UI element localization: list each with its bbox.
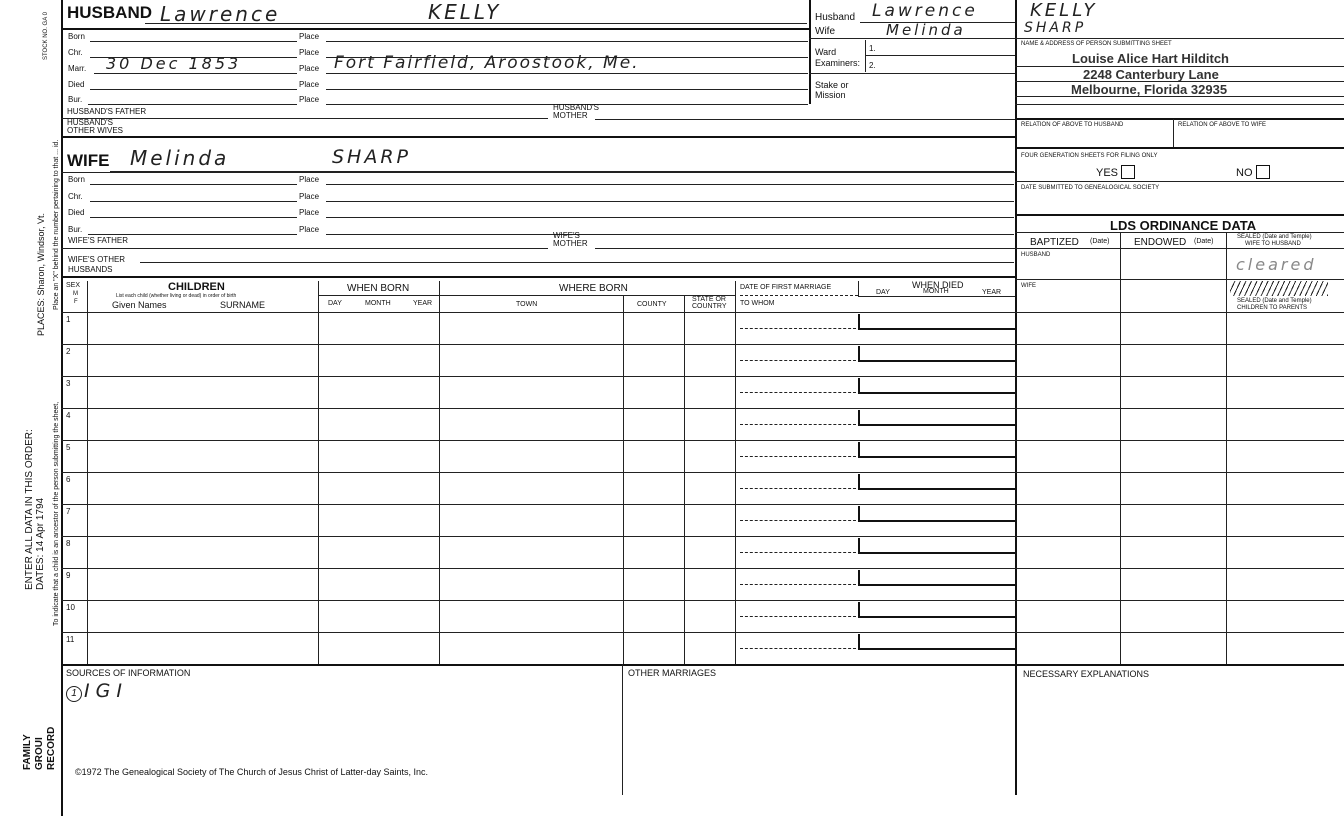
child-when-died-box[interactable] [858, 538, 1017, 554]
wife-bur-label: Bur. [68, 225, 83, 234]
first-marriage-dash [740, 295, 858, 296]
child-marriage-dash [740, 328, 856, 329]
husband-born-label: Born [68, 32, 85, 41]
wife-father-line[interactable] [61, 248, 548, 249]
endowed-label: ENDOWED [1134, 237, 1187, 248]
child-row-line [61, 632, 1344, 633]
child-row-number: 11 [66, 635, 75, 644]
hatched-area [1230, 281, 1328, 296]
husband-mother-line[interactable] [595, 119, 1015, 120]
wife-born-line[interactable] [90, 184, 297, 185]
wife-born-place-label: Place [299, 175, 320, 184]
husband-label: HUSBAND [67, 3, 152, 22]
surname-header: SURNAME [220, 300, 266, 310]
wife-mother-label-1: WIFE'S [553, 231, 580, 240]
child-row-number: 3 [66, 379, 71, 388]
wife-other-2: HUSBANDS [68, 265, 113, 274]
sealed-cp-label-2: CHILDREN TO PARENTS [1237, 305, 1308, 311]
footer-top-rule [61, 664, 1344, 666]
places-instruction: PLACES: Sharon, Windsor, Vt. [36, 212, 46, 336]
born-day-header: DAY [328, 300, 342, 307]
relation-husband-label: RELATION OF ABOVE TO HUSBAND [1021, 122, 1124, 128]
copyright-notice: ©1972 The Genealogical Society of The Church of Jesus Christ of Latter-day Saints, Inc. [75, 767, 428, 777]
examiner-1-line [865, 55, 1015, 56]
child-when-died-box[interactable] [858, 474, 1017, 490]
submitter-name[interactable]: Louise Alice Hart Hilditch [1072, 51, 1229, 66]
wife-chr-label: Chr. [68, 192, 83, 201]
husband-marr-place-label: Place [299, 64, 320, 73]
died-year-header: YEAR [982, 289, 1002, 296]
child-marriage-dash [740, 360, 856, 361]
submitter-line-4 [1015, 104, 1344, 105]
husband-surname[interactable]: KELLY [428, 0, 502, 24]
child-row-line [61, 472, 1344, 473]
state-header-1: STATE OR [692, 296, 726, 303]
baptized-label: BAPTIZED [1030, 237, 1079, 248]
child-row-number: 6 [66, 475, 71, 484]
child-marriage-dash [740, 456, 856, 457]
husband-section-bottom [61, 136, 1015, 138]
child-row-line [61, 440, 1344, 441]
wife-mother-line[interactable] [595, 248, 1015, 249]
lds-title-bottom [1015, 232, 1344, 233]
child-row-number: 1 [66, 315, 71, 324]
when-born-header: WHEN BORN [347, 283, 410, 294]
wife-born-label: Born [68, 175, 85, 184]
child-row-line [61, 376, 1344, 377]
wife-bur-place-line[interactable] [326, 234, 1014, 235]
indicate-instruction: To indicate that a child is an ancestor of the person submitting the sheet, [53, 401, 60, 626]
sources-handwriting[interactable]: IGI [84, 680, 128, 702]
lds-top [1015, 214, 1344, 216]
dates-instruction: DATES: 14 Apr 1794 [35, 497, 46, 590]
husband-father-line[interactable] [61, 118, 548, 119]
submitter-top-line [1015, 38, 1344, 39]
relation-wife-label: RELATION OF ABOVE TO WIFE [1178, 122, 1267, 128]
wife-chr-place-line[interactable] [326, 201, 1014, 202]
wife-bur-line[interactable] [88, 234, 297, 235]
town-header: TOWN [516, 301, 538, 308]
sealed-wh-label-1: SEALED (Date and Temple) [1237, 234, 1312, 240]
husband-father-label: HUSBAND'S FATHER [67, 107, 147, 116]
date-submitted-label: DATE SUBMITTED TO GENEALOGICAL SOCIETY [1021, 185, 1160, 191]
husband-marr-label: Marr. [68, 64, 87, 73]
when-born-sub-line [318, 295, 439, 296]
examiners-bottom [809, 73, 1015, 74]
child-row-line [61, 344, 1344, 345]
lds-title: LDS ORDINANCE DATA [1110, 218, 1257, 233]
child-row-number: 7 [66, 507, 71, 516]
submitter-label: NAME & ADDRESS OF PERSON SUBMITTING SHEET [1021, 41, 1172, 47]
sex-label: SEX [66, 282, 81, 289]
child-marriage-dash [740, 424, 856, 425]
husband-chr-label: Chr. [68, 48, 83, 57]
wife-rule [61, 172, 1015, 173]
child-marriage-dash [740, 616, 856, 617]
sources-label: SOURCES OF INFORMATION [66, 668, 191, 678]
child-row-number: 10 [66, 603, 75, 612]
four-gen-top [1015, 147, 1344, 149]
husband-mother-label-2: MOTHER [553, 111, 588, 120]
examiner-2[interactable]: 2. [869, 61, 876, 70]
child-when-died-box[interactable] [858, 378, 1017, 394]
examiner-1[interactable]: 1. [869, 44, 876, 53]
child-marriage-dash [740, 488, 856, 489]
husband-chr-place-label: Place [299, 48, 320, 57]
child-row-line [61, 536, 1344, 537]
child-row-line [61, 568, 1344, 569]
husband-born-line[interactable] [90, 41, 297, 42]
four-gen-label: FOUR GENERATION SHEETS FOR FILING ONLY [1021, 153, 1158, 159]
right-husband-label: Husband [815, 12, 856, 23]
enter-all-instruction: ENTER ALL DATA IN THIS ORDER: [24, 429, 35, 590]
child-row-number: 9 [66, 571, 71, 580]
child-when-died-box[interactable] [858, 314, 1017, 330]
lds-husband-row-label: HUSBAND [1021, 252, 1051, 258]
child-marriage-dash [740, 392, 856, 393]
right-wife-surname[interactable]: SHARP [1024, 20, 1087, 36]
state-header-2: COUNTRY [692, 303, 727, 310]
child-row-number: 4 [66, 411, 71, 420]
wife-bur-place-label: Place [299, 225, 320, 234]
right-husband-surname[interactable]: KELLY [1030, 0, 1098, 21]
endowed-date-label: (Date) [1194, 238, 1214, 245]
wife-died-place-line[interactable] [326, 217, 1014, 218]
child-when-died-box[interactable] [858, 634, 1017, 650]
husband-mother-label-1: HUSBAND'S [553, 103, 599, 112]
when-died-sub-line [858, 296, 1015, 297]
died-day-header: DAY [876, 289, 890, 296]
necessary-explanations-label: NECESSARY EXPLANATIONS [1023, 669, 1150, 679]
date-submitted-top [1015, 181, 1344, 182]
child-row-number: 2 [66, 347, 71, 356]
husband-born-place-label: Place [299, 32, 320, 41]
child-when-died-box[interactable] [858, 570, 1017, 586]
where-born-sub-line [439, 295, 735, 296]
wife-section-bottom [61, 276, 1015, 278]
died-month-header: MONTH [923, 288, 949, 295]
child-when-died-box[interactable] [858, 506, 1017, 522]
children-instruction: List each child (whether living or dead) in order of birth [116, 293, 237, 299]
sealed-cp-label-1: SEALED (Date and Temple) [1237, 298, 1312, 304]
group-word: GROUI [34, 737, 45, 770]
child-marriage-dash [740, 520, 856, 521]
col-town-divider [623, 296, 624, 664]
right-wife-label: Wife [815, 26, 835, 37]
wife-given-name[interactable]: Melinda [130, 146, 230, 170]
husband-rule [61, 28, 809, 30]
relation-top [1015, 118, 1344, 120]
no-label: NO [1236, 167, 1253, 179]
examiners-label: Examiners: [815, 58, 861, 68]
wife-born-place-line[interactable] [326, 184, 1014, 185]
col-whendied-divider [858, 281, 859, 296]
husband-marr-line[interactable] [94, 73, 297, 74]
husband-marr-place-line[interactable] [326, 73, 808, 74]
baptized-date-label: (Date) [1090, 238, 1110, 245]
lds-header-bottom [1015, 248, 1344, 249]
given-names-header: Given Names [112, 300, 167, 310]
child-marriage-dash [740, 584, 856, 585]
wife-died-place-label: Place [299, 208, 320, 217]
husband-bur-label: Bur. [68, 95, 83, 104]
husband-died-place-line[interactable] [326, 89, 808, 90]
children-header-bottom [61, 312, 1015, 313]
husband-other-wives-2: OTHER WIVES [67, 126, 124, 135]
when-died-header: WHEN DIED [912, 280, 964, 290]
sealed-wh-label-2: WIFE TO HUSBAND [1245, 241, 1301, 247]
child-marriage-dash [740, 552, 856, 553]
lds-husband-row-bottom [1015, 279, 1344, 280]
mission-label: Mission [815, 90, 846, 100]
born-month-header: MONTH [365, 300, 391, 307]
cleared-stamp[interactable]: cleared [1236, 255, 1317, 274]
sex-m-label: M [73, 291, 78, 297]
child-when-died-box[interactable] [858, 602, 1017, 618]
ward-label: Ward [815, 47, 837, 57]
child-row-line [61, 504, 1344, 505]
husband-died-line[interactable] [90, 89, 297, 90]
other-marriages-label: OTHER MARRIAGES [628, 668, 717, 678]
husband-marr-place[interactable]: Fort Fairfield, Aroostook, Me. [334, 53, 640, 73]
child-row-number: 5 [66, 443, 71, 452]
wife-label: WIFE [67, 151, 110, 170]
child-marriage-dash [740, 648, 856, 649]
sex-f-label: F [74, 299, 78, 305]
record-word: RECORD [46, 726, 57, 770]
wife-surname[interactable]: SHARP [332, 146, 412, 168]
husband-given-name[interactable]: Lawrence [160, 2, 281, 26]
submitter-street[interactable]: 2248 Canterbury Lane [1083, 67, 1219, 82]
husband-other-wives-1: HUSBAND'S [67, 118, 113, 127]
child-when-died-box[interactable] [858, 442, 1017, 458]
yes-checkbox[interactable] [1121, 165, 1135, 179]
submitter-line-3 [1015, 96, 1344, 97]
husband-died-place-label: Place [299, 80, 320, 89]
husband-died-label: Died [68, 80, 85, 89]
where-born-header: WHERE BORN [559, 283, 628, 294]
wife-chr-line[interactable] [90, 201, 297, 202]
wife-mother-label-2: MOTHER [553, 239, 588, 248]
husband-bur-line[interactable] [88, 104, 297, 105]
col-county-divider [684, 296, 685, 664]
wife-other-line[interactable] [140, 262, 1014, 263]
child-row-line [61, 600, 1344, 601]
family-word: FAMILY [22, 734, 33, 770]
wife-died-label: Died [68, 208, 85, 217]
wife-chr-place-label: Place [299, 192, 320, 201]
lds-wife-row-bottom [1015, 312, 1344, 313]
footer-divider [622, 664, 623, 795]
child-row-line [61, 408, 1344, 409]
children-title: CHILDREN [168, 281, 225, 293]
wife-other-1: WIFE'S OTHER [68, 255, 126, 264]
sources-circle-mark: 1 [66, 686, 82, 702]
yes-label: YES [1096, 167, 1119, 179]
county-header: COUNTY [637, 301, 667, 308]
submitter-city[interactable]: Melbourne, Florida 32935 [1071, 82, 1228, 97]
husband-right-border [809, 0, 811, 104]
born-year-header: YEAR [413, 300, 433, 307]
to-whom-header: TO WHOM [740, 300, 775, 307]
child-row-number: 8 [66, 539, 71, 548]
husband-marr-date[interactable]: 30 Dec 1853 [106, 54, 242, 73]
wife-died-line[interactable] [90, 217, 297, 218]
relation-divider [1173, 119, 1174, 147]
child-when-died-box[interactable] [858, 346, 1017, 362]
no-checkbox[interactable] [1256, 165, 1270, 179]
right-wife-given[interactable]: Melinda [886, 21, 966, 39]
child-when-died-box[interactable] [858, 410, 1017, 426]
stake-label: Stake or [815, 80, 849, 90]
husband-born-place-line[interactable] [326, 41, 808, 42]
examiners-divider [865, 40, 866, 72]
wife-father-label: WIFE'S FATHER [68, 236, 129, 245]
place-x-instruction: Place an "X" behind the number pertaining to that ... id. [53, 139, 60, 310]
right-husband-given[interactable]: Lawrence [872, 1, 978, 21]
lds-wife-row-label: WIFE [1021, 283, 1036, 289]
first-marriage-header: DATE OF FIRST MARRIAGE [740, 284, 832, 291]
stock-number: STOCK NO. GA 0 [43, 12, 49, 60]
husband-bur-place-label: Place [299, 95, 320, 104]
